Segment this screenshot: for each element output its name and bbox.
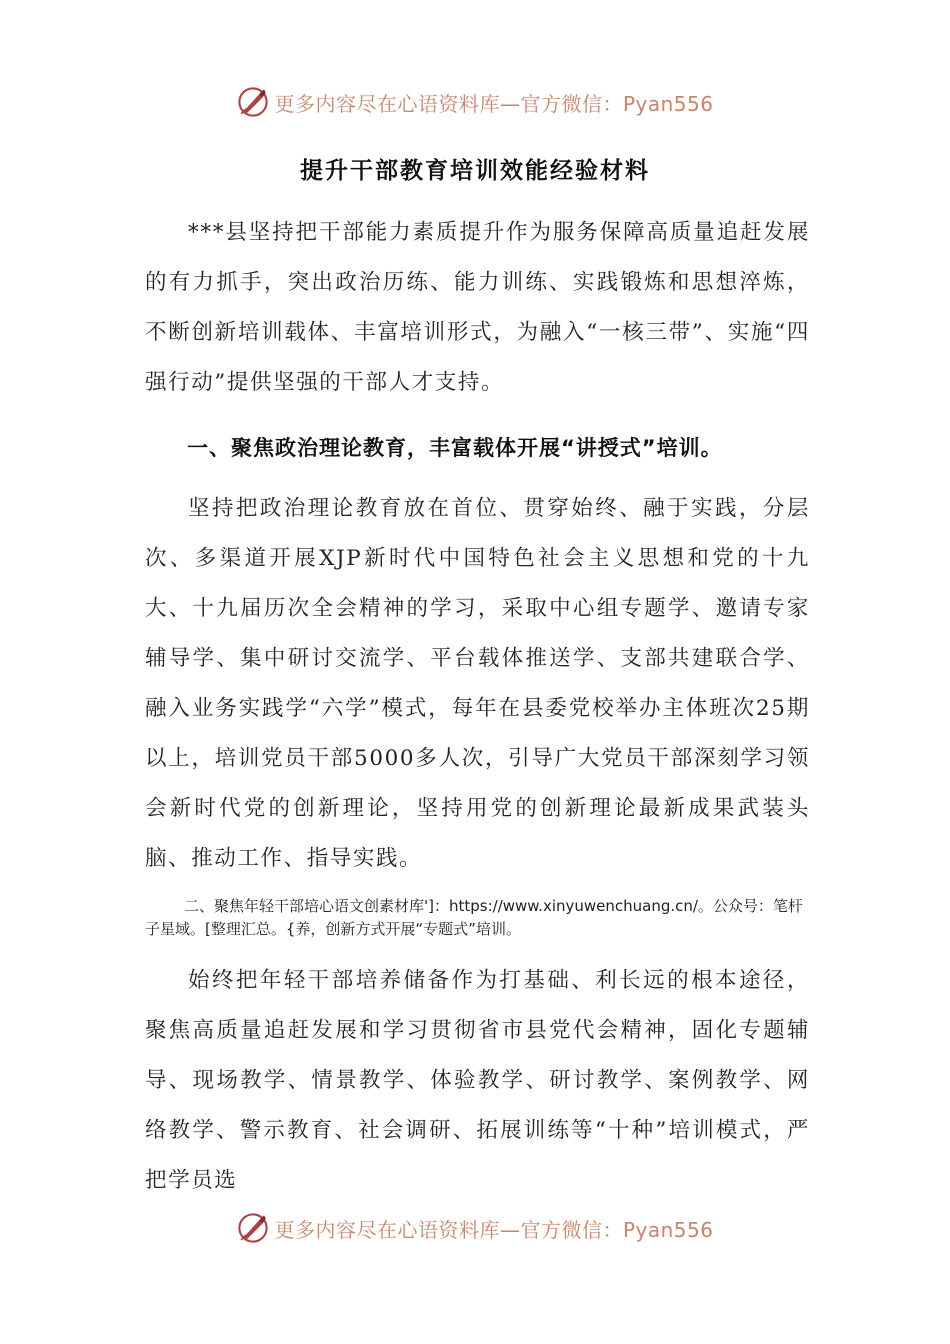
document-title: 提升干部教育培训效能经验材料 [300, 157, 650, 184]
section-2-paragraph: 始终把年轻干部培养储备作为打基础、利长远的根本途径，聚焦高质量追赶发展和学习贯彻省市县党代会精神，固化专题辅导、现场教学、情景教学、体验教学、研讨教学、案例教学、网络教学、警示教育、社会调研、拓展训练等“十种”培训模式，严把学员选 [145, 968, 810, 1193]
intro-paragraph: ***县坚持把干部能力素质提升作为服务保障高质量追赶发展的有力抓手，突出政治历练、能力训练、实践锻炼和思想淬炼，不断创新培训载体、丰富培训形式，为融入“一核三带”、实施“四强行动”提供坚强的干部人才支持。 [145, 220, 810, 395]
pen-quill-logo-icon [236, 85, 270, 119]
section-1-paragraph: 坚持把政治理论教育放在首位、贯穿始终、融于实践，分层次、多渠道开展XJP新时代中国特色社会主义思想和党的十九大、十九届历次全会精神的学习，采取中心组专题学、邀请专家辅导学、集中研讨交流学、平台载体推送学、支部共建联合学、融入业务实践学“六学”模式，每年在县委党校举办主体班次25期以上，培训党员干部5000多人次，引导广大党员干部深刻学习领会新时代党的创新理论，坚持用党的创新理论最新成果武装头脑、推动工作、指导实践。 [145, 496, 810, 871]
header-banner [0, 82, 950, 122]
header-banner-text: 更多内容尽在心语资料库—官方微信：Pyan556 [274, 91, 714, 116]
footer-banner [0, 1208, 950, 1248]
pen-quill-logo-icon [236, 1211, 270, 1245]
footer-banner-text: 更多内容尽在心语资料库—官方微信：Pyan556 [274, 1217, 714, 1242]
section-2-heading-paragraph: 二、聚焦年轻干部培心语文创素材库']：https://www.xinyuwenchuang.cn/。公众号：笔杆子星域。[整理汇总。{养，创新方式开展“专题式”培训。 [145, 897, 803, 938]
section-heading-1: 一、聚焦政治理论教育，丰富载体开展“讲授式”培训。 [187, 436, 723, 460]
